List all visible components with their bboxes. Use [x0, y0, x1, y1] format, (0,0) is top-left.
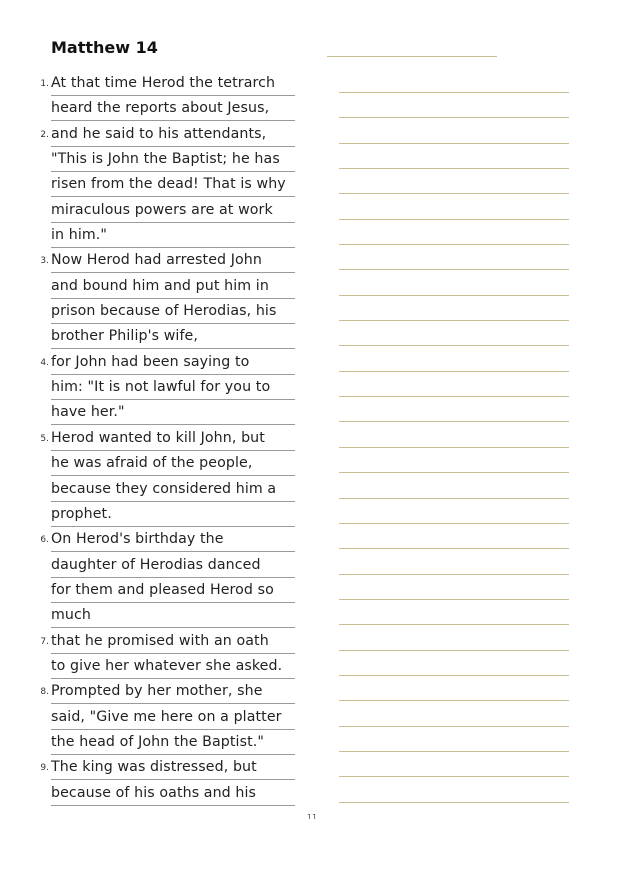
text-underline	[51, 551, 295, 552]
writing-line[interactable]	[339, 269, 569, 270]
verse-text: Prompted by her mother, she	[51, 683, 263, 700]
verse-line	[0, 605, 624, 630]
text-underline	[51, 171, 295, 172]
text-underline	[51, 526, 295, 527]
verse-number: 8.	[40, 687, 49, 698]
text-underline	[51, 501, 295, 502]
text-underline	[51, 475, 295, 476]
writing-line[interactable]	[339, 219, 569, 220]
writing-line[interactable]	[339, 371, 569, 372]
writing-line[interactable]	[339, 574, 569, 575]
writing-line[interactable]	[339, 472, 569, 473]
verse-text: and he said to his attendants,	[51, 125, 267, 142]
text-underline	[51, 323, 295, 324]
verse-number: 3.	[40, 256, 49, 267]
verse-text: daughter of Herodias danced	[51, 556, 261, 573]
verse-text: Now Herod had arrested John	[51, 252, 262, 269]
writing-line[interactable]	[339, 244, 569, 245]
verse-line	[0, 73, 624, 98]
text-underline	[51, 247, 295, 248]
text-underline	[51, 348, 295, 349]
verse-text: him: "It is not lawful for you to	[51, 379, 271, 396]
writing-line[interactable]	[339, 751, 569, 752]
verse-text: for John had been saying to	[51, 353, 250, 370]
verse-number: 9.	[40, 763, 49, 774]
verse-text: At that time Herod the tetrarch	[51, 75, 276, 91]
text-underline	[51, 374, 295, 375]
text-underline	[51, 95, 295, 96]
verse-text: because of his oaths and his	[51, 784, 257, 801]
verse-line	[0, 757, 624, 782]
text-underline	[51, 577, 295, 578]
verse-text: for them and pleased Herod so	[51, 581, 274, 598]
verse-text: prison because of Herodias, his	[51, 303, 277, 320]
text-underline	[51, 602, 295, 603]
text-underline	[51, 754, 295, 755]
verse-text: he was afraid of the people,	[51, 455, 253, 472]
writing-line[interactable]	[339, 168, 569, 169]
verse-line	[0, 402, 624, 427]
verse-line	[0, 783, 624, 808]
writing-line[interactable]	[339, 700, 569, 701]
verse-text: prophet.	[51, 505, 112, 522]
verse-text: and bound him and put him in	[51, 277, 269, 294]
writing-line[interactable]	[339, 92, 569, 93]
writing-line[interactable]	[339, 421, 569, 422]
text-underline	[51, 399, 295, 400]
writing-line[interactable]	[339, 726, 569, 727]
verse-line	[0, 377, 624, 402]
verse-text: The king was distressed, but	[51, 759, 257, 776]
verse-text: said, "Give me here on a platter	[51, 708, 282, 725]
verse-line	[0, 276, 624, 301]
verse-line	[0, 428, 624, 453]
writing-line[interactable]	[339, 548, 569, 549]
verse-text: because they considered him a	[51, 480, 277, 497]
verse-line	[0, 732, 624, 757]
verse-line	[0, 707, 624, 732]
writing-line[interactable]	[339, 624, 569, 625]
verse-text: the head of John the Baptist."	[51, 733, 264, 750]
verse-line	[0, 529, 624, 554]
verse-line	[0, 174, 624, 199]
writing-line[interactable]	[339, 193, 569, 194]
verse-text: miraculous powers are at work	[51, 201, 273, 218]
text-underline	[51, 627, 295, 628]
text-underline	[51, 196, 295, 197]
verse-text: "This is John the Baptist; he has	[51, 151, 280, 168]
verse-text: risen from the dead! That is why	[51, 176, 286, 193]
text-underline	[51, 450, 295, 451]
verse-line	[0, 149, 624, 174]
verse-number: 1.	[40, 79, 49, 89]
text-underline	[51, 779, 295, 780]
writing-line[interactable]	[339, 498, 569, 499]
verse-line	[0, 656, 624, 681]
verse-text: have her."	[51, 404, 125, 421]
verse-list	[0, 73, 624, 808]
page-title: Matthew 14	[51, 38, 158, 57]
verse-line	[0, 301, 624, 326]
verse-line	[0, 98, 624, 123]
text-underline	[51, 222, 295, 223]
verse-text: much	[51, 607, 92, 624]
verse-number: 4.	[40, 357, 49, 368]
writing-line[interactable]	[339, 143, 569, 144]
text-underline	[51, 805, 295, 806]
writing-line[interactable]	[339, 650, 569, 651]
verse-line	[0, 453, 624, 478]
verse-text: heard the reports about Jesus,	[51, 100, 270, 117]
verse-line	[0, 124, 624, 149]
verse-line	[0, 631, 624, 656]
writing-line[interactable]	[339, 447, 569, 448]
verse-line	[0, 479, 624, 504]
text-underline	[51, 120, 295, 121]
verse-text: brother Philip's wife,	[51, 328, 198, 345]
verse-line	[0, 555, 624, 580]
verse-number: 2.	[40, 129, 49, 140]
writing-line[interactable]	[339, 320, 569, 321]
writing-line[interactable]	[339, 802, 569, 803]
title-writing-line	[327, 56, 497, 57]
writing-line[interactable]	[339, 675, 569, 676]
verse-line	[0, 225, 624, 250]
verse-text: that he promised with an oath	[51, 632, 269, 649]
writing-line[interactable]	[339, 523, 569, 524]
verse-line	[0, 250, 624, 275]
verse-line	[0, 681, 624, 706]
verse-line	[0, 504, 624, 529]
writing-line[interactable]	[339, 295, 569, 296]
verse-line	[0, 580, 624, 605]
text-underline	[51, 272, 295, 273]
verse-line	[0, 200, 624, 225]
verse-line	[0, 326, 624, 351]
verse-line	[0, 352, 624, 377]
verse-number: 7.	[40, 636, 49, 647]
page-number: 11	[306, 813, 318, 819]
verse-text: to give her whatever she asked.	[51, 657, 283, 674]
text-underline	[51, 729, 295, 730]
writing-line[interactable]	[339, 776, 569, 777]
verse-number: 5.	[40, 433, 49, 444]
writing-line[interactable]	[339, 345, 569, 346]
text-underline	[51, 146, 295, 147]
text-underline	[51, 678, 295, 679]
verse-number: 6.	[40, 535, 49, 546]
verse-text: Herod wanted to kill John, but	[51, 429, 265, 446]
text-underline	[51, 703, 295, 704]
writing-line[interactable]	[339, 599, 569, 600]
text-underline	[51, 424, 295, 425]
writing-line[interactable]	[339, 396, 569, 397]
verse-text: On Herod's birthday the	[51, 531, 224, 548]
verse-text: in him."	[51, 227, 108, 244]
writing-line[interactable]	[339, 117, 569, 118]
text-underline	[51, 653, 295, 654]
text-underline	[51, 298, 295, 299]
